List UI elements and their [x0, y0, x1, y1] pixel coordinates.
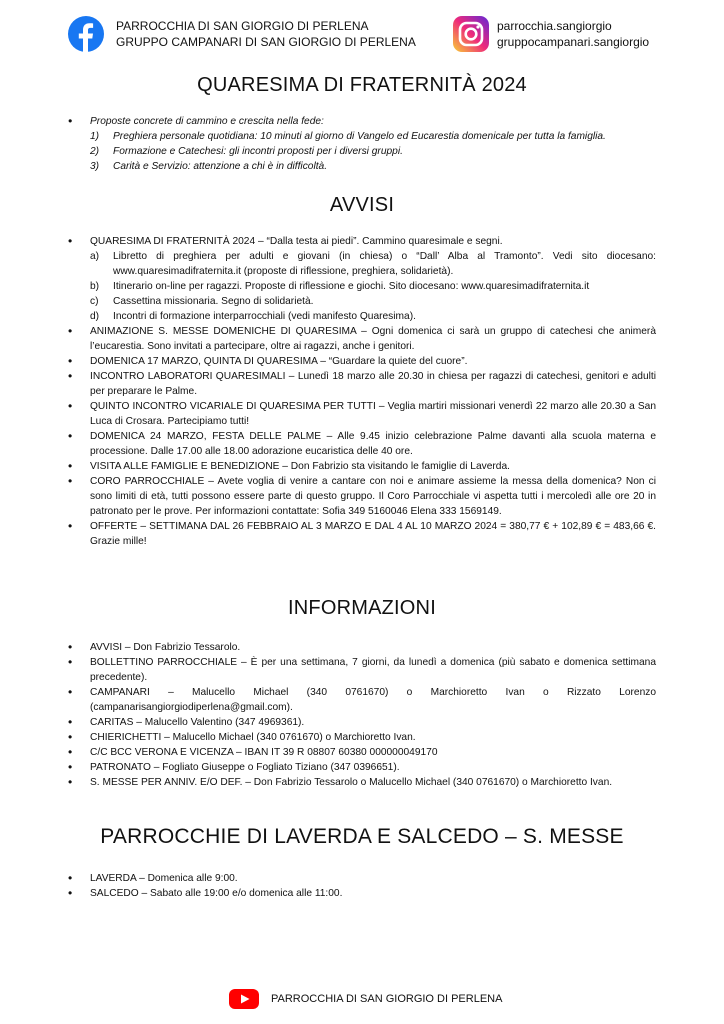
- proposal-text: Preghiera personale quotidiana: 10 minuti al giorno di Vangelo ed Eucarestia domenicale per tutta la famiglia.: [113, 131, 606, 142]
- notice-item: • INCONTRO LABORATORI QUARESIMALI – Lunedì 18 marzo alle 20.30 in chiesa per ragazzi di catechesi, genitori e adulti per preparare le Palme.: [66, 369, 656, 399]
- bell-ringers-group-name: GRUPPO CAMPANARI DI SAN GIORGIO DI PERLENA: [116, 35, 416, 49]
- notice-item: • DOMENICA 17 MARZO, QUINTA DI QUARESIMA – “Guardare la quiete del cuore”.: [66, 354, 656, 369]
- mass-schedule-item: • SALCEDO – Sabato alle 19:00 e/o domenica alle 11:00.: [66, 886, 656, 901]
- info-item: • S. MESSE PER ANNIV. E/O DEF. – Don Fabrizio Tessarolo o Malucello Michael (340 0761670) o Marchioretto Ivan.: [66, 775, 656, 790]
- instagram-handle-bell-ringers[interactable]: gruppocampanari.sangiorgio: [497, 35, 650, 49]
- subitem-text: Incontri di formazione interparrocchiali (vedi manifesto Quaresima).: [113, 311, 416, 322]
- parish-name-block: [116, 18, 416, 50]
- instagram-icon[interactable]: [453, 16, 489, 52]
- info-item: • AVVISI – Don Fabrizio Tessarolo.: [66, 640, 656, 655]
- info-item: • CHIERICHETTI – Malucello Michael (340 0761670) o Marchioretto Ivan.: [66, 730, 656, 745]
- information-heading: INFORMAZIONI: [288, 597, 436, 619]
- proposals-list: [66, 114, 656, 174]
- proposals-item: [66, 114, 656, 174]
- subitem-marker: d): [90, 311, 100, 322]
- notices-list: [66, 234, 656, 549]
- parish-name: PARROCCHIA DI SAN GIORGIO DI PERLENA: [116, 19, 369, 33]
- youtube-channel-name[interactable]: PARROCCHIA DI SAN GIORGIO DI PERLENA: [271, 993, 503, 1005]
- notice-item: • DOMENICA 24 MARZO, FESTA DELLE PALME – Alle 9.45 inizio celebrazione Palme davanti alla scuola materna e processione. Dalle 17.00 alle 18.00 adorazione eucaristica delle 40 ore.: [66, 429, 656, 459]
- subitem-marker: a): [90, 251, 100, 262]
- notice-text: QUARESIMA DI FRATERNITÀ 2024 – “Dalla testa ai piedi”. Cammino quaresimale e segni.: [90, 236, 503, 247]
- subitem-marker: c): [90, 296, 99, 307]
- notice-item: • QUINTO INCONTRO VICARIALE DI QUARESIMA PER TUTTI – Veglia martiri missionari venerdì 22 marzo alle 20.30 a San Luca di Crosara. Partecipiamo tutti!: [66, 399, 656, 429]
- notice-item: • CORO PARROCCHIALE – Avete voglia di venire a cantare con noi e animare assieme la messa della domenica? Non ci sono limiti di età, tutti possono essere parte di questo gruppo. Il Coro Parrocchiale vi aspetta tutti i mercoledì alle ore 20 in patronato per le prove. Per informazioni contattate: Sofia 349 5160046 Elena 333 1569149.: [66, 474, 656, 519]
- proposal-item: [90, 129, 656, 144]
- facebook-icon[interactable]: [68, 16, 104, 52]
- notice-item: • VISITA ALLE FAMIGLIE E BENEDIZIONE – Don Fabrizio sta visitando le famiglie di Laverda.: [66, 459, 656, 474]
- info-item: • PATRONATO – Fogliato Giuseppe o Fogliato Tiziano (347 0396651).: [66, 760, 656, 775]
- quaresima-subitem: [90, 294, 656, 309]
- proposal-marker: 2): [90, 146, 100, 157]
- quaresima-sublist: [90, 249, 656, 324]
- proposal-marker: 3): [90, 161, 100, 172]
- proposals-intro: Proposte concrete di cammino e crescita nella fede:: [90, 116, 324, 127]
- info-item: • BOLLETTINO PARROCCHIALE – È per una settimana, 7 giorni, da lunedì a domenica (più sabato e domenica settimana precedente).: [66, 655, 656, 685]
- mass-schedule-item: • LAVERDA – Domenica alle 9:00.: [66, 871, 656, 886]
- proposal-item: [90, 144, 656, 159]
- info-item: • C/C BCC VERONA E VICENZA – IBAN IT 39 R 08807 60380 000000049170: [66, 745, 656, 760]
- parishes-mass-list: [66, 871, 656, 901]
- subitem-text: Cassettina missionaria. Segno di solidarietà.: [113, 296, 314, 307]
- notices-heading: AVVISI: [329, 194, 395, 216]
- info-item: • CAMPANARI – Malucello Michael (340 0761670) o Marchioretto Ivan o Rizzato Lorenzo (campanarisangiorgiodiperlena@gmail.com).: [66, 685, 656, 715]
- instagram-handle-parish[interactable]: parrocchia.sangiorgio: [497, 19, 612, 33]
- proposal-text: Carità e Servizio: attenzione a chi è in difficoltà.: [113, 161, 328, 172]
- parishes-mass-heading: PARROCCHIE DI LAVERDA E SALCEDO – S. MESSE: [100, 825, 624, 848]
- subitem-marker: b): [90, 281, 100, 292]
- page-header: [0, 14, 724, 58]
- subitem-text: Itinerario on-line per ragazzi. Proposte di riflessione e giochi. Sito diocesano: www.quaresimadifraternita.it: [113, 281, 590, 292]
- info-item: • CARITAS – Malucello Valentino (347 4969361).: [66, 715, 656, 730]
- proposal-marker: 1): [90, 131, 100, 142]
- quaresima-subitem: [90, 309, 656, 324]
- proposal-item: [90, 159, 656, 174]
- proposals-sublist: [90, 129, 656, 174]
- notice-item: • ANIMAZIONE S. MESSE DOMENICHE DI QUARESIMA – Ogni domenica ci sarà un gruppo di catechesi che animerà l’eucarestia. Sono invitati a partecipare, oltre ai ragazzi, anche i genitori.: [66, 324, 656, 354]
- information-list: [66, 640, 656, 790]
- notice-item-quaresima: [66, 234, 656, 324]
- notice-item: • OFFERTE – SETTIMANA DAL 26 FEBBRAIO AL 3 MARZO E DAL 4 AL 10 MARZO 2024 = 380,77 € + 102,89 € = 483,66 €. Grazie mille!: [66, 519, 656, 549]
- social-handles-block: [497, 18, 649, 50]
- quaresima-subitem: [90, 279, 656, 294]
- quaresima-subitem: [90, 249, 656, 279]
- subitem-text: Libretto di preghiera per adulti e giovani (in chiesa) o “Dall’ Alba al Tramonto”. Vedi sito diocesano: www.quaresimadifraternita.it (proposte di riflessione, preghiera, solidarietà).: [113, 251, 656, 277]
- youtube-icon[interactable]: [229, 989, 259, 1009]
- proposal-text: Formazione e Catechesi: gli incontri proposti per i diversi gruppi.: [113, 146, 403, 157]
- page-title: QUARESIMA DI FRATERNITÀ 2024: [197, 74, 527, 96]
